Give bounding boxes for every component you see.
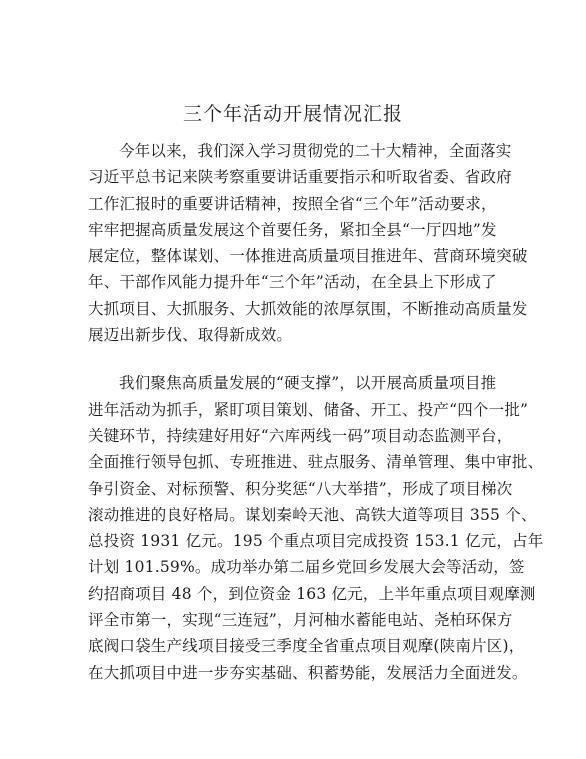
paragraph-line: 牢牢把握高质量发展这个首要任务，紧扣全县“一厅四地”发 [88, 220, 497, 239]
paragraph-line: 底阀口袋生产线项目接受三季度全省重点项目观摩(陕南片区)， [88, 637, 525, 656]
document-body [88, 138, 544, 686]
paragraph-line: 总投资 1931 亿元。195 个重点项目完成投资 153.1 亿元，占年 [88, 532, 544, 551]
paragraph-line: 工作汇报时的重要讲话精神，按照全省“三个年”活动要求， [88, 194, 497, 213]
paragraph-line: 展迈出新步伐、取得新成效。 [88, 326, 293, 345]
document-title: 三个年活动开展情况汇报 [182, 103, 403, 125]
paragraph-line: 争引资金、对标预警、积分奖惩“八大举措”，形成了项目梯次 [88, 479, 513, 498]
paragraph-line: 习近平总书记来陕考察重要讲话重要指示和听取省委、省政府 [88, 168, 512, 187]
paragraph-line: 滚动推进的良好格局。谋划秦岭天池、高铁大道等项目 355 个、 [88, 505, 537, 524]
paragraph-line: 今年以来，我们深入学习贯彻党的二十大精神，全面落实 [119, 142, 512, 160]
paragraph-line: 全面推行领导包抓、专班推进、驻点服务、清单管理、集中审批、 [88, 453, 544, 472]
paragraph-line: 我们聚焦高质量发展的“硬支撑”，以开展高质量项目推 [119, 374, 497, 393]
paragraph-line: 在大抓项目中进一步夯实基础、积蓄势能，发展活力全面迸发。 [88, 663, 528, 682]
paragraph-line: 展定位，整体谋划、一体推进高质量项目推进年、营商环境突破 [88, 247, 528, 266]
paragraph-line: 进年活动为抓手，紧盯项目策划、储备、开工、投产“四个一批” [88, 400, 529, 419]
paragraph-line: 年、干部作风能力提升年“三个年”活动，在全县上下形成了 [88, 273, 497, 292]
paragraph-spacer [88, 348, 508, 370]
paragraph-2 [88, 370, 544, 686]
paragraph-line: 约招商项目 48 个，到位资金 163 亿元，上半年重点项目观摩测 [88, 584, 536, 603]
paragraph-1 [88, 138, 528, 348]
paragraph-line: 计划 101.59%。成功举办第二届乡党回乡发展大会等活动，签 [88, 558, 525, 577]
paragraph-line: 关键环节，持续建好用好“六库两线一码”项目动态监测平台， [88, 426, 513, 445]
paragraph-line: 大抓项目、大抓服务、大抓效能的浓厚氛围，不断推动高质量发 [88, 299, 528, 318]
paragraph-line: 评全市第一，实现“三连冠”，月河柚水蓄能电站、尧柏环保方 [88, 611, 513, 630]
